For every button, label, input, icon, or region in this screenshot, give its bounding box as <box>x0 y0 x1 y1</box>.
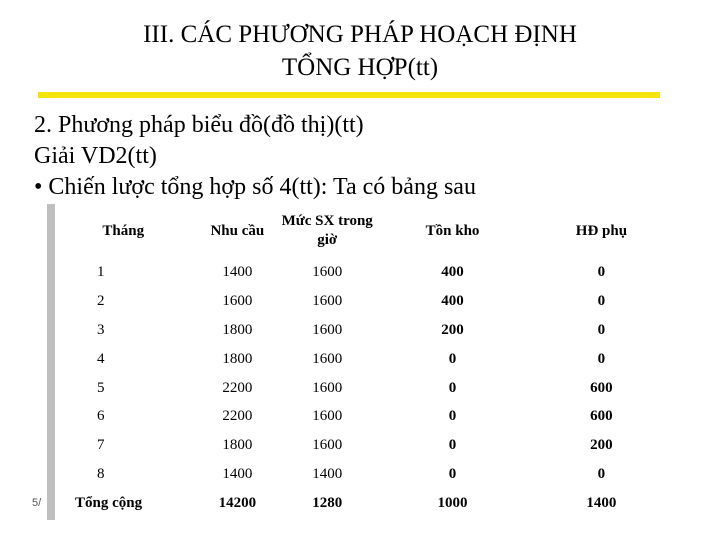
cell-inventory: 0 <box>448 466 457 483</box>
header-inventory: Tồn kho <box>425 222 480 239</box>
header-production: Mức SX trong giờ <box>281 213 373 248</box>
cell-production: 1600 <box>312 350 343 367</box>
cell-subcontract: 0 <box>597 321 606 338</box>
title-line-2: TỔNG HỢP(tt) <box>281 54 439 81</box>
table-row <box>47 460 677 489</box>
production-table <box>47 204 677 518</box>
cell-subcontract: 0 <box>597 292 606 309</box>
cell-inventory: 0 <box>448 350 457 367</box>
cell-subcontract: 0 <box>597 350 606 367</box>
table-row <box>47 258 677 287</box>
cell-demand: 1400 <box>222 263 253 280</box>
cell-total-subcontract: 1400 <box>586 495 617 512</box>
body-line-method: 2. Phương pháp biểu đồ(đồ thị)(tt) <box>34 112 364 138</box>
table-row <box>47 374 677 403</box>
slide-body <box>34 110 476 203</box>
cell-subcontract: 200 <box>590 437 613 454</box>
data-table-container <box>47 204 677 520</box>
cell-production: 1600 <box>312 408 343 425</box>
body-line-example: Giải VD2(tt) <box>34 143 157 169</box>
slide-footer-date: 5/ <box>32 497 42 509</box>
header-demand: Nhu cầu <box>210 222 265 239</box>
cell-demand: 2200 <box>222 408 253 425</box>
slide-title <box>60 18 660 84</box>
cell-production: 1400 <box>312 466 343 483</box>
title-line-1: III. CÁC PHƯƠNG PHÁP HOẠCH ĐỊNH <box>143 21 577 48</box>
header-month: Tháng <box>102 222 145 239</box>
cell-total-label: Tổng cộng <box>75 495 143 512</box>
table-row <box>47 316 677 345</box>
cell-demand: 1600 <box>222 292 253 309</box>
cell-month: 8 <box>97 466 105 483</box>
cell-demand: 2200 <box>222 379 253 396</box>
cell-inventory: 400 <box>441 292 464 309</box>
cell-inventory: 0 <box>448 437 457 454</box>
title-divider <box>38 92 660 98</box>
cell-demand: 1800 <box>222 437 253 454</box>
cell-total-inventory: 1000 <box>437 495 468 512</box>
cell-subcontract: 0 <box>597 263 606 280</box>
cell-month: 7 <box>97 437 105 454</box>
cell-month: 5 <box>97 379 105 396</box>
cell-production: 1600 <box>312 292 343 309</box>
table-header-row <box>47 204 677 258</box>
cell-production: 1600 <box>312 437 343 454</box>
cell-inventory: 0 <box>448 379 457 396</box>
cell-production: 1600 <box>312 379 343 396</box>
cell-production: 1600 <box>312 263 343 280</box>
cell-inventory: 0 <box>448 408 457 425</box>
cell-month: 3 <box>97 321 105 338</box>
cell-demand: 1800 <box>222 321 253 338</box>
cell-total-production: 1280 <box>312 495 343 512</box>
cell-inventory: 200 <box>441 321 464 338</box>
cell-production: 1600 <box>312 321 343 338</box>
cell-subcontract: 600 <box>590 408 613 425</box>
header-subcontract: HĐ phụ <box>575 222 628 239</box>
cell-month: 4 <box>97 350 105 367</box>
cell-total-demand: 14200 <box>218 495 257 512</box>
cell-month: 2 <box>97 292 105 309</box>
cell-subcontract: 0 <box>597 466 606 483</box>
cell-demand: 1800 <box>222 350 253 367</box>
cell-month: 1 <box>97 263 105 280</box>
table-total-row <box>47 489 677 518</box>
table-row <box>47 431 677 460</box>
table-row <box>47 402 677 431</box>
table-row <box>47 287 677 316</box>
table-row <box>47 345 677 374</box>
cell-inventory: 400 <box>441 263 464 280</box>
body-line-strategy: • Chiến lược tổng hợp số 4(tt): Ta có bảng sau <box>34 174 476 200</box>
cell-subcontract: 600 <box>590 379 613 396</box>
cell-demand: 1400 <box>222 466 253 483</box>
cell-month: 6 <box>97 408 105 425</box>
